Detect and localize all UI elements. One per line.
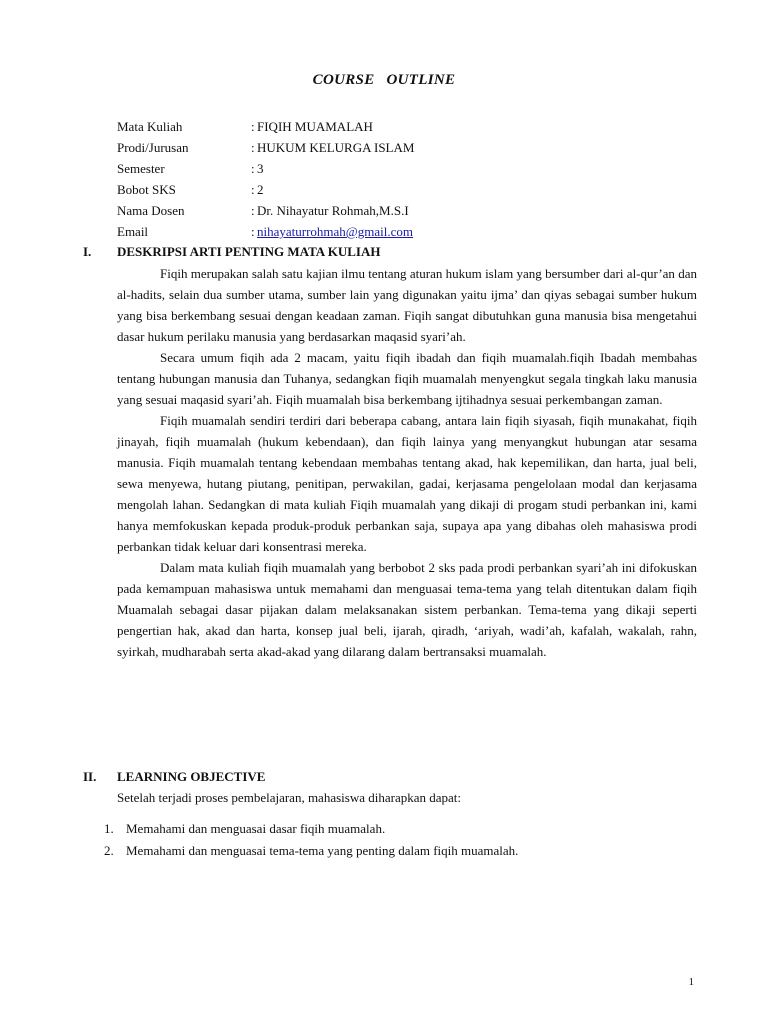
info-label: Mata Kuliah xyxy=(117,119,183,134)
info-row-email xyxy=(117,221,617,242)
info-colon: : xyxy=(251,140,255,155)
info-row-prodi xyxy=(117,137,617,158)
objective-list xyxy=(104,818,518,862)
list-text: Memahami dan menguasai tema-tema yang penting dalam fiqih muamalah. xyxy=(126,843,519,858)
info-value: 3 xyxy=(257,161,264,176)
info-row-semester xyxy=(117,158,617,179)
course-info xyxy=(117,116,617,242)
document-title: COURSE OUTLINE xyxy=(312,72,456,88)
info-value: FIQIH MUAMALAH xyxy=(257,119,373,134)
info-value: Dr. Nihayatur Rohmah,M.S.I xyxy=(257,203,409,218)
info-label: Prodi/Jurusan xyxy=(117,140,189,155)
info-label: Nama Dosen xyxy=(117,203,185,218)
section-title: LEARNING OBJECTIVE xyxy=(117,769,266,784)
info-colon: : xyxy=(251,203,255,218)
info-value: HUKUM KELURGA ISLAM xyxy=(257,140,415,155)
page-number: 1 xyxy=(688,976,694,988)
info-value: 2 xyxy=(257,182,264,197)
list-text: Memahami dan menguasai dasar fiqih muamalah. xyxy=(126,821,386,836)
paragraph: Fiqih muamalah sendiri terdiri dari beberapa cabang, antara lain fiqih siyasah, fiqih munakahat, fiqih jinayah, fiqih muamalah (hukum kebendaan), dan fiqih lainya yang menyangkut hubungan atar sesama manusia. Fiqih muamalah tentang kebendaan membahas tentang akad, hak kepemilikan, dan harta, jual beli, sewa menyewa, hutang piutang, penitipan, perwakilan, gadai, kerjasama pengelolaan modal dan kerjasama mengolah lahan. Sedangkan di mata kuliah Fiqih muamalah yang dikaji di progam studi perbankan ini, kami hanya memfokuskan kepada produk-produk perbankan saja, supaya apa yang dibahas oleh mahasiswa prodi perbankan tidak keluar dari konsentrasi mereka. xyxy=(117,413,697,554)
info-row-bobot-sks xyxy=(117,179,617,200)
info-label: Email xyxy=(117,224,149,239)
info-label: Semester xyxy=(117,161,165,176)
info-colon: : xyxy=(251,182,255,197)
objective-intro: Setelah terjadi proses pembelajaran, mahasiswa diharapkan dapat: xyxy=(117,790,462,805)
email-link[interactable]: nihayaturrohmah@gmail.com xyxy=(257,224,414,239)
info-colon: : xyxy=(251,119,255,134)
paragraph: Secara umum fiqih ada 2 macam, yaitu fiqih ibadah dan fiqih muamalah.fiqih Ibadah membahas tentang hubungan manusia dan Tuhanya, sedangkan fiqih muamalah menyengkut segala tingkah laku manusia yang sesuai maqasid syari’ah. Fiqih muamalah bisa berkembang ijtihadnya sesuai perkembangan zaman. xyxy=(117,350,697,407)
info-label: Bobot SKS xyxy=(117,182,176,197)
info-colon: : xyxy=(251,224,255,239)
description-body xyxy=(117,263,697,662)
list-number: 1. xyxy=(104,821,114,836)
info-row-mata-kuliah xyxy=(117,116,617,137)
section-number: II. xyxy=(83,769,97,784)
list-number: 2. xyxy=(104,843,114,858)
info-colon: : xyxy=(251,161,255,176)
info-row-nama-dosen xyxy=(117,200,617,221)
paragraph: Dalam mata kuliah fiqih muamalah yang berbobot 2 sks pada prodi perbankan syari’ah ini difokuskan pada kemampuan mahasiswa untuk memahami dan menguasai tema-tema yang telah ditentukan dalam fiqih Muamalah sebagai dasar pijakan dalam melaksanakan sistem perbankan. Tema-tema yang dikaji seperti pengertian hak, akad dan harta, konsep jual beli, ijarah, qiradh, ‘ariyah, wadi’ah, kafalah, wakalah, rahn, syirkah, mudharabah serta akad-akad yang dilarang dalam bertransaksi muamalah. xyxy=(117,560,697,659)
section-number: I. xyxy=(83,244,92,259)
paragraph: Fiqih merupakan salah satu kajian ilmu tentang aturan hukum islam yang bersumber dari al-qur’an dan al-hadits, selain dua sumber utama, sumber lain yang digunakan yaitu ijma’ dan qiyas sebagai sumber hukum yang bisa berkembang sesuai dengan keadaan zaman. Fiqih sangat dibutuhkan guna manusia bisa mengetahui dasar hukum perilaku manusia yang berdasarkan maqasid syari’ah. xyxy=(117,266,697,344)
list-item xyxy=(104,840,518,862)
list-item xyxy=(104,818,518,840)
section-title: DESKRIPSI ARTI PENTING MATA KULIAH xyxy=(117,244,381,259)
